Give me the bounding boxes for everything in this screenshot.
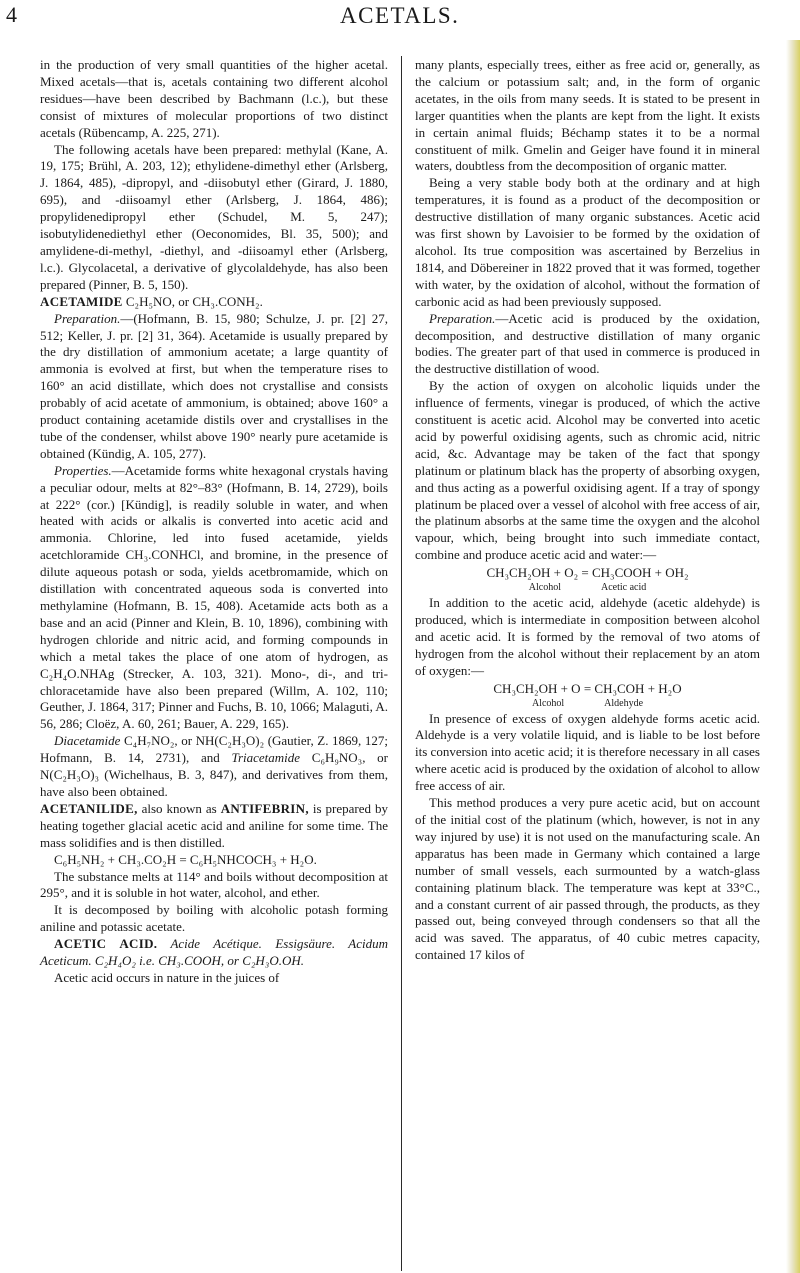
- paragraph-preparation: Preparation.—(Hofmann, B. 15, 980; Schulze, J. pr. [2] 27, 512; Keller, J. pr. [2] 31, 364). Acetamide is usually prepared by the dry distillation of ammonium acetate; a large quantity of ammonia is evolved at first, but when the temperature rises to 160° an acid distillate, which does not crystallise and consists probably of acid acetate of ammonium, is obtained; above 160° a product containing acetamide distils over and crystallises in the tube of the condenser, whilst above 190° nearly pure acetamide is obtained (Kündig, A. 105, 277).: [40, 310, 388, 461]
- right-column: [415, 57, 760, 964]
- equation: C₆H₅NH₂ + CH₃.CO₂H = C₆H₅NHCOCH₃ + H₂O.: [54, 851, 317, 867]
- paragraph: Being a very stable body both at the ordinary and at high temperatures, it is found as a product of the decomposition or destructive distillation of many organic substances. Acetic acid was first shown by Lavoisier to be formed by the oxidation of alcohol. Its true composition was ascertained by Berzelius in 1814, and Döbereiner in 1822 proved that it was formed, together with water, by the oxidation of alcohol, without the formation of carbonic acid as had been previously supposed.: [415, 175, 760, 309]
- headword: ACETAMIDE: [40, 293, 123, 309]
- equation-labels: [415, 698, 760, 709]
- column-divider: [401, 56, 402, 1271]
- paragraph: The substance melts at 114° and boils without decomposition at 295°, and it is soluble in hot water, alcohol, and ether.: [40, 868, 388, 901]
- paragraph: many plants, especially trees, either as free acid or, generally, as the calcium or potassium salt; and, in the form of organic acetates, in the oils from many seeds. It is stated to be present in larger quantities when the plants are kept from the light. It exists in certain animal fluids; Béchamp states it to be a normal constituent of milk. Gmelin and Geiger have found it in mineral waters, doubtless from the decomposition of organic matter.: [415, 57, 760, 174]
- equation-label: Aldehyde: [604, 697, 644, 709]
- paragraph: It is decomposed by boiling with alcoholic potash forming aniline and potassic acetate.: [40, 902, 388, 935]
- subheading: Preparation.: [429, 310, 496, 326]
- running-head: ACETALS.: [340, 3, 460, 28]
- paragraph-diacetamide: Diacetamide C₄H₇NO₂, or NH(C₂H₃O)₂ (Gautier, Z. 1869, 127; Hofmann, B. 14, 2731), and Triacetamide C₆H₉NO₃, or N(C₂H₃O)₃ (Wichelhaus, B. 3, 847), and derivatives from them, have also been obtained.: [40, 733, 389, 799]
- entry-acetanilide: ACETANILIDE, also known as ANTIFEBRIN, is prepared by heating together glacial acetic acid and aniline for some time. The mass solidifies and is then distilled.: [40, 800, 388, 850]
- left-column: [40, 57, 388, 987]
- formula: C₂H₅NO, or CH₃.CONH₂.: [125, 293, 263, 309]
- equation-label: Acetic acid: [600, 582, 647, 594]
- paragraph: The following acetals have been prepared: methylal (Kane, A. 19, 175; Brühl, A. 203, 12); ethylidene-dimethyl ether (Arlsberg, J. 1864, 485), -dipropyl, and -diisobutyl ether (Girard, J. 1880, 695), and -diisoamyl ether (Arlsberg, J. 1864, 486); propylidenedipropyl ether (Schudel, M. 5, 247); isobutylidenediethyl ether (Oeconomides, Bl. 35, 500); and amylidene-di-methyl, -diethyl, and -diisoamyl ether (Arlsberg, l.c.). Glycolacetal, a derivative of glycolaldehyde, has also been prepared (Pinner, B. 5, 150).: [40, 141, 388, 292]
- page-number: 4: [6, 2, 17, 27]
- headword: ANTIFEBRIN,: [220, 800, 309, 816]
- entry-acetic-acid: ACETIC ACID. Acide Acétique. Essigsäure. Acidum Aceticum. C₂H₄O₂ i.e. CH₃.COOH, or C₂H₃O.OH.: [40, 936, 389, 969]
- paragraph-properties: Properties.—Acetamide forms white hexagonal crystals having a peculiar odour, melts at 82°–83° (Hofmann, B. 14, 2729), boils at 222° (cor.) [Kündig], is readily soluble in water, and when heated with acids or alkalis is converted into acetic acid and ammonia. Chlorine, led into fused acetamide, yields acetchloramide CH₃.CONHCl, and bromine, in the presence of dilute aqueous potash or soda, yields acetbromamide, which on distillation with concentrated aqueous soda is converted into methylamine (Hofmann, B. 15, 408). Acetamide acts both as a base and an acid (Pinner and Klein, B. 10, 1896), combining with hydrogen chloride and nitric acid, and forming compounds in which a metal takes the place of one atom of hydrogen, as C₂H₄O.NHAg (Strecker, A. 103, 321). Mono-, di-, and tri-chloracetamide have also been prepared (Willm, A. 102, 110; Geuther, J. 1864, 317; Pinner and Fuchs, B. 10, 1066; Malaguti, A. 56, 286; Cloëz, A. 60, 261; Bauer, A. 229, 165).: [40, 462, 388, 732]
- paragraph: In presence of excess of oxygen aldehyde forms acetic acid. Aldehyde is a very volatile liquid, and is liable to be lost before its conversion into acetic acid; it is therefore necessary in all cases where acetic acid is produced by the oxidation of alcohol to allow free access of air.: [415, 710, 760, 794]
- subheading: Properties.: [54, 462, 112, 478]
- headword: ACETIC ACID.: [54, 936, 158, 952]
- equation-label: Alcohol: [531, 697, 565, 709]
- subheading: Triacetamide: [231, 750, 301, 766]
- subheading: Preparation.: [54, 310, 121, 326]
- paragraph: in the production of very small quantities of the higher acetal. Mixed acetals—that is, acetals containing two different alcohol residues—have been described by Bachmann (l.c.), but these consist of mixtures of molecular proportions of two distinct acetals (Rübencamp, A. 225, 271).: [40, 57, 388, 140]
- equation: CH₃CH₂OH + O₂ = CH₃COOH + OH₂: [486, 565, 689, 581]
- paragraph: Acetic acid occurs in nature in the juices of: [54, 969, 280, 985]
- paragraph-preparation: Preparation.—Acetic acid is produced by the oxidation, decomposition, and destructive distillation of many organic bodies. The greater part of that used in commerce is produced in the destructive distillation of wood.: [415, 310, 760, 377]
- equation: CH₃CH₂OH + O = CH₃COH + H₂O: [493, 680, 682, 696]
- subheading: Diacetamide: [54, 733, 121, 749]
- equation-labels: [415, 582, 760, 593]
- paragraph: This method produces a very pure acetic acid, but on account of the initial cost of the platinum (which, however, is not in any way injured by use) it is not used on the manufacturing scale. An apparatus has been made in Germany which contained a large number of small vessels, each surmounted by a watch-glass containing platinum black. The temperature was kept at 33°C., and a constant current of air passed through, the products, as they passed out, being conveyed through condensers so that all the acid was saved. The apparatus, of 40 cubic metres capacity, contained 17 kilos of: [415, 795, 760, 963]
- headword: ACETANILIDE,: [40, 800, 138, 816]
- entry-acetamide: [40, 294, 388, 311]
- paragraph: In addition to the acetic acid, aldehyde (acetic aldehyde) is produced, which is intermediate in composition between alcohol and acetic acid. It is formed by the removal of two atoms of hydrogen from the alcohol without their replacement by an atom of oxygen:—: [415, 595, 760, 678]
- paragraph: By the action of oxygen on alcoholic liquids under the influence of ferments, vinegar is produced, of which the active constituent is acetic acid. Alcohol may be converted into acetic acid by powerful oxidising agents, such as chromic acid, nitric acid, &c. Advantage may be taken of the fact that spongy platinum or platinum black has the property of absorbing oxygen, and thus acting as a powerful oxidising agent. If a tray of spongy platinum be placed over a vessel of alcohol with free access of air, the platinum absorbs at the same time the oxygen and the alcohol vapour, which, being brought into such immediate contact, combine and produce acetic acid and water:—: [415, 378, 760, 563]
- equation-label: Alcohol: [528, 582, 561, 594]
- page-edge: [786, 40, 800, 1273]
